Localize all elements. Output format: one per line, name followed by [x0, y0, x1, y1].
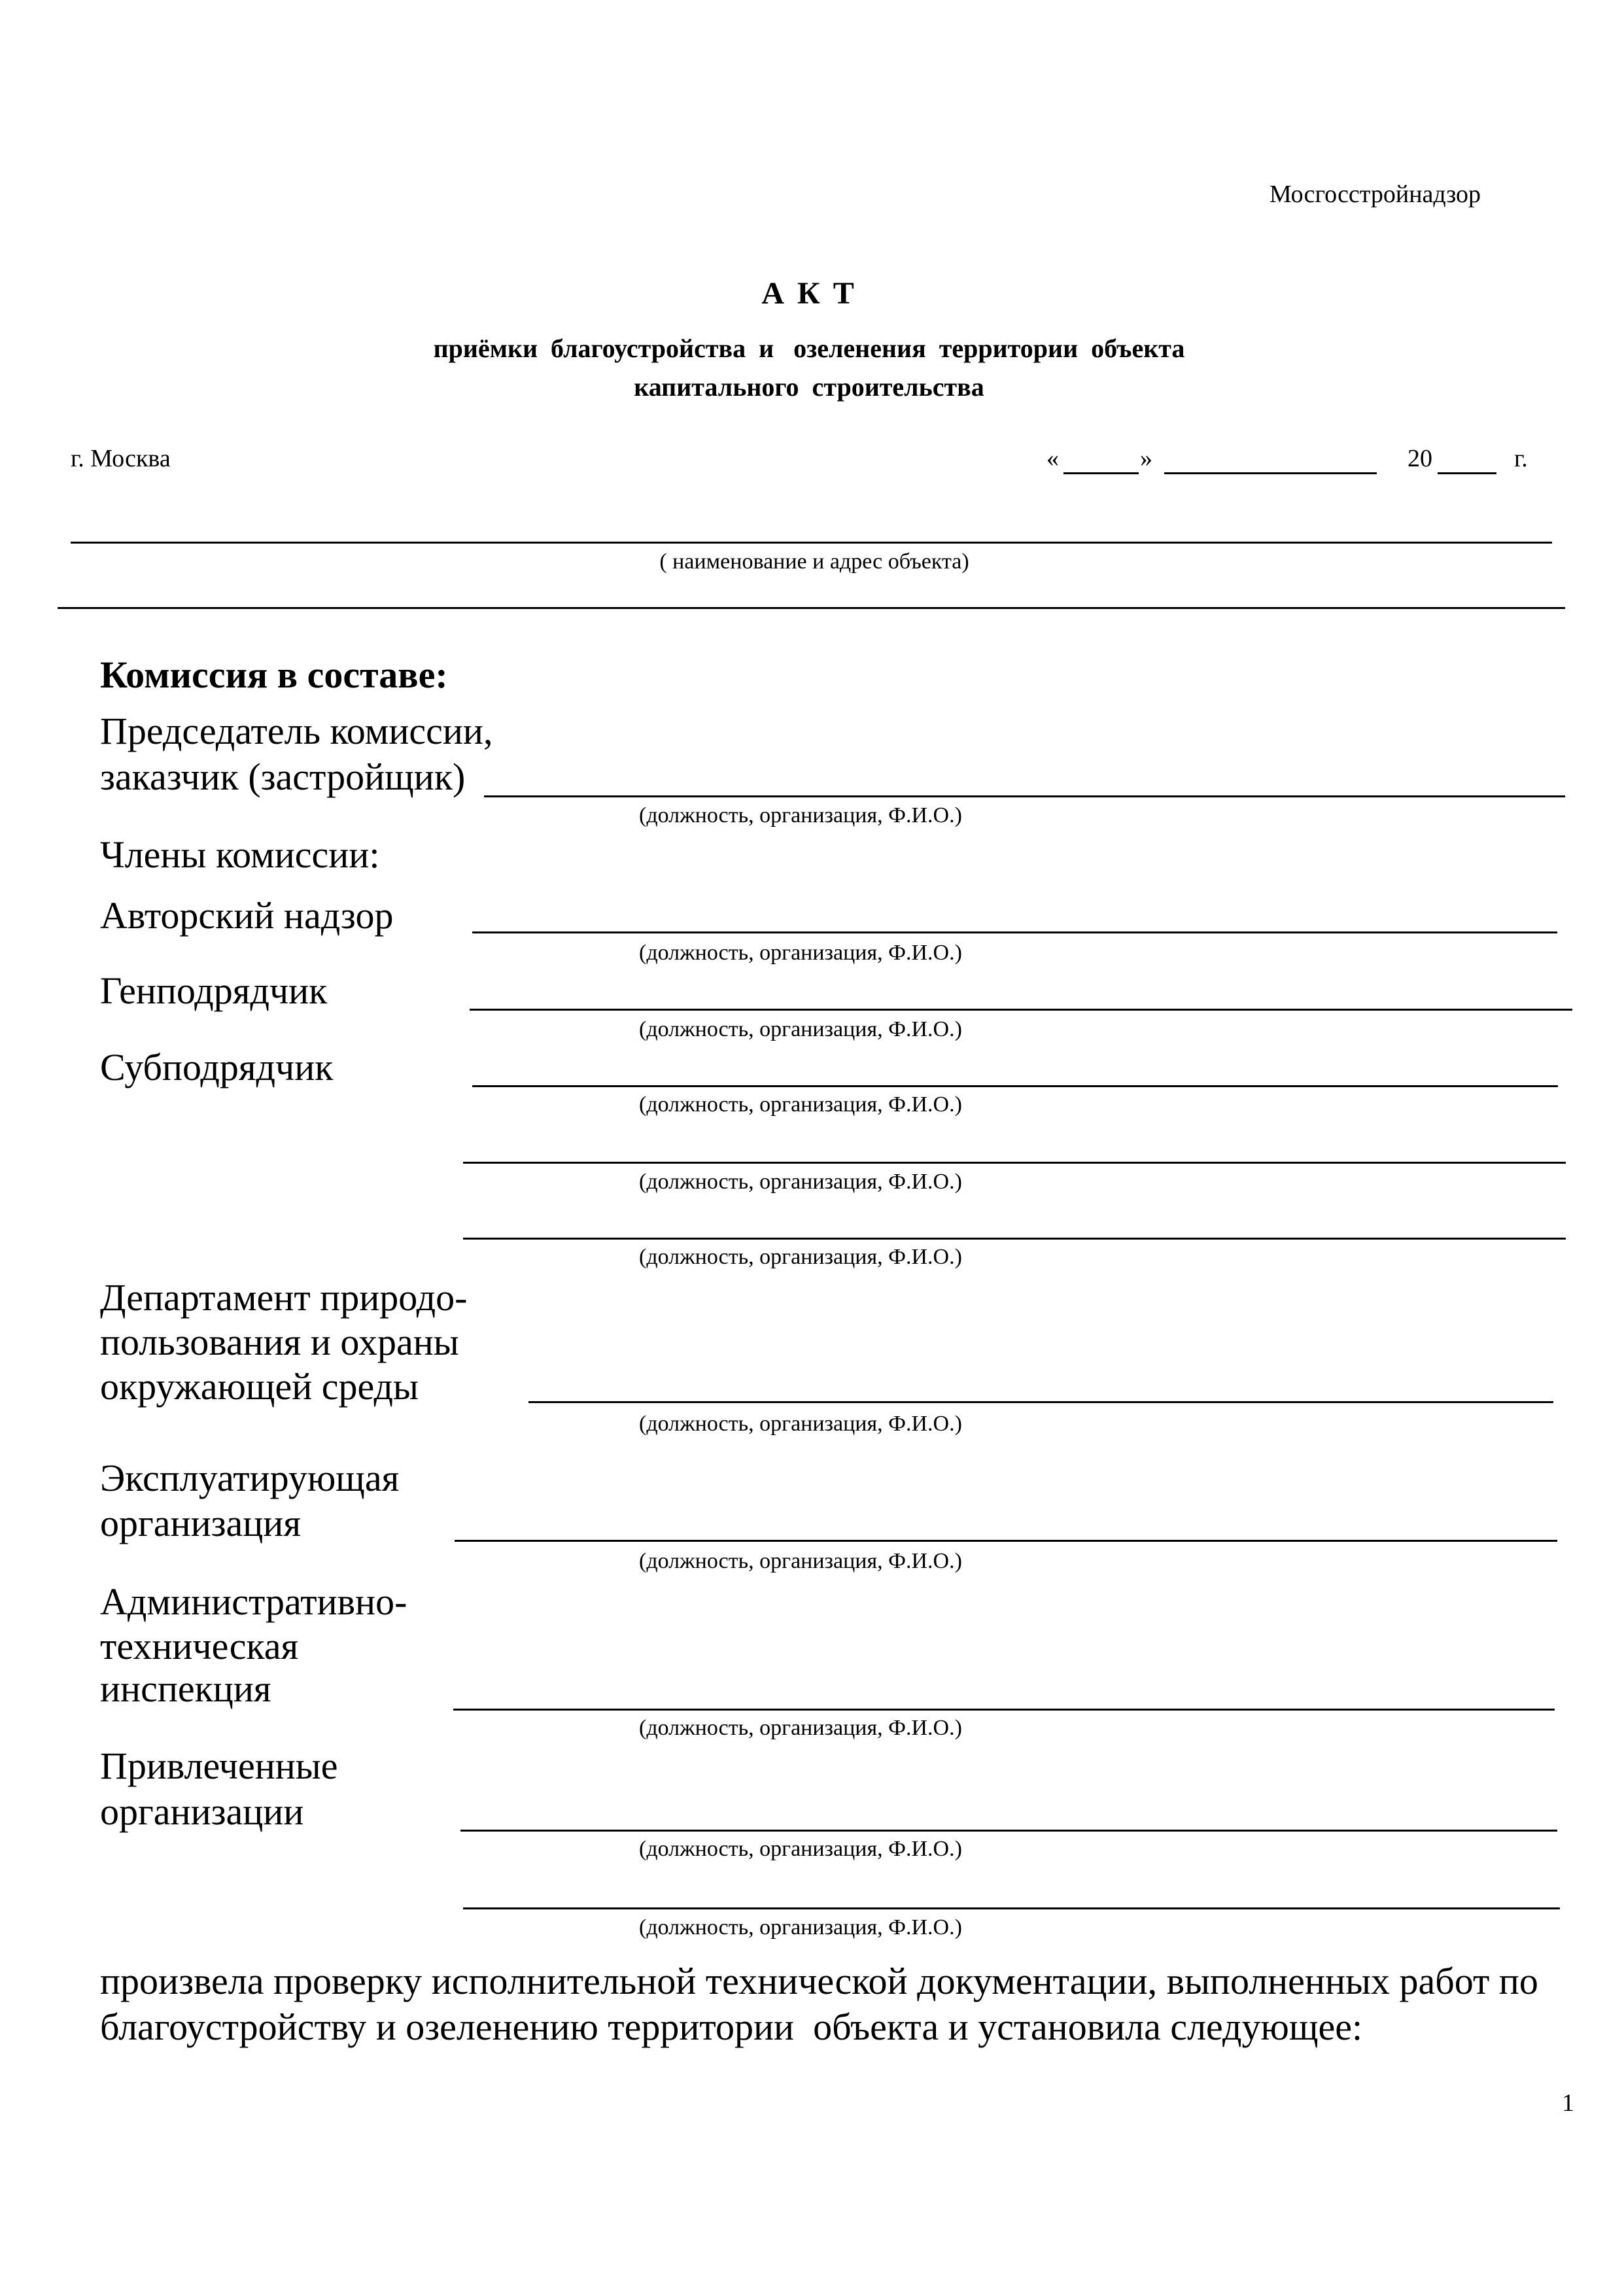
- field-caption: (должность, организация, Ф.И.О.): [639, 1170, 962, 1194]
- year-prefix: 20: [1408, 445, 1432, 472]
- dept-field[interactable]: [528, 1401, 1553, 1403]
- field-caption: (должность, организация, Ф.И.О.): [639, 1837, 962, 1861]
- field-caption: (должность, организация, Ф.И.О.): [639, 1549, 962, 1573]
- commission-heading: Комиссия в составе:: [100, 653, 448, 696]
- object-name-field[interactable]: [71, 542, 1552, 544]
- chairman-field[interactable]: [484, 795, 1565, 797]
- involved-orgs-field-2[interactable]: [463, 1907, 1560, 1909]
- document-subtitle-line2: капитального строительства: [634, 372, 984, 402]
- general-contractor-field[interactable]: [470, 1009, 1572, 1011]
- involved-orgs-label-line1: Привлеченные: [100, 1745, 338, 1787]
- field-caption: (должность, организация, Ф.И.О.): [639, 1017, 962, 1041]
- document-title: А К Т: [761, 276, 857, 311]
- subcontractor-field-1[interactable]: [472, 1085, 1558, 1087]
- field-caption: (должность, организация, Ф.И.О.): [639, 1092, 962, 1117]
- field-caption: (должность, организация, Ф.И.О.): [639, 941, 962, 965]
- city: г. Москва: [71, 445, 171, 472]
- page-number: 1: [1562, 2089, 1574, 2117]
- subcontractor-field-3[interactable]: [463, 1238, 1566, 1240]
- conclusion-line1: произвела проверку исполнительной технической документации, выполненных работ по: [100, 1960, 1538, 2002]
- date-day-field[interactable]: [1063, 472, 1139, 474]
- year-suffix: г.: [1514, 445, 1528, 472]
- field-caption: (должность, организация, Ф.И.О.): [639, 803, 962, 827]
- admin-inspection-field[interactable]: [453, 1709, 1555, 1711]
- field-caption: (должность, организация, Ф.И.О.): [639, 1245, 962, 1269]
- subcontractor-field-2[interactable]: [463, 1162, 1566, 1164]
- date-open-quote: «: [1046, 445, 1059, 472]
- involved-orgs-label-line2: организации: [100, 1790, 304, 1833]
- date-close-quote: »: [1140, 445, 1152, 472]
- admin-inspection-label-line2: техническая: [100, 1625, 299, 1667]
- author-supervision-field[interactable]: [472, 931, 1557, 933]
- object-caption: ( наименование и адрес объекта): [659, 549, 969, 574]
- admin-inspection-label-line3: инспекция: [100, 1667, 271, 1710]
- dept-label-line1: Департамент природо-: [100, 1276, 468, 1319]
- subcontractor-label: Субподрядчик: [100, 1046, 334, 1088]
- involved-orgs-field-1[interactable]: [460, 1830, 1557, 1832]
- field-caption: (должность, организация, Ф.И.О.): [639, 1412, 962, 1436]
- operating-org-label-line1: Эксплуатирующая: [100, 1457, 400, 1499]
- admin-inspection-label-line1: Административно-: [100, 1580, 407, 1623]
- object-address-field[interactable]: [58, 607, 1565, 609]
- agency-name: Мосгосстройнадзор: [1269, 181, 1481, 208]
- chairman-label-line2: заказчик (застройщик): [100, 756, 466, 798]
- general-contractor-label: Генподрядчик: [100, 969, 328, 1012]
- operating-org-label-line2: организация: [100, 1502, 302, 1544]
- dept-label-line2: пользования и охраны: [100, 1321, 459, 1363]
- field-caption: (должность, организация, Ф.И.О.): [639, 1716, 962, 1740]
- dept-label-line3: окружающей среды: [100, 1365, 419, 1408]
- author-supervision-label: Авторский надзор: [100, 894, 394, 937]
- chairman-label-line1: Председатель комиссии,: [100, 710, 493, 752]
- date-month-field[interactable]: [1164, 472, 1377, 474]
- date-year-field[interactable]: [1438, 472, 1496, 474]
- operating-org-field[interactable]: [455, 1540, 1557, 1542]
- members-heading: Члены комиссии:: [100, 833, 380, 876]
- field-caption: (должность, организация, Ф.И.О.): [639, 1915, 962, 1939]
- document-subtitle-line1: приёмки благоустройства и озеленения территории объекта: [433, 334, 1185, 363]
- conclusion-line2: благоустройству и озеленению территории объекта и установила следующее:: [100, 2006, 1363, 2048]
